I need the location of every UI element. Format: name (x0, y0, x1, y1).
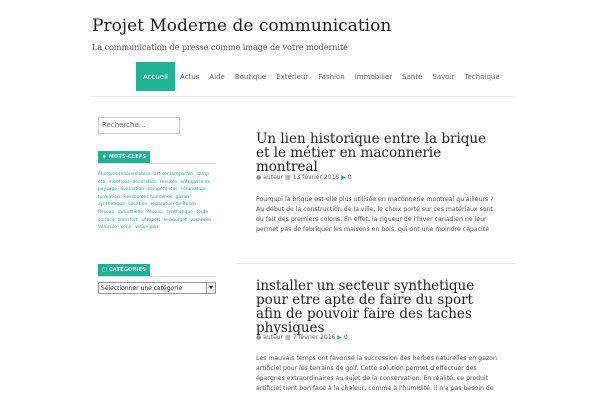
categories-title-label: CATÉGORIES (108, 267, 146, 273)
tag-link[interactable]: compétences (147, 187, 178, 193)
tag-link[interactable]: surface (98, 217, 115, 223)
tag-link[interactable]: le bourget (163, 217, 187, 223)
categories-widget-title (98, 264, 150, 276)
post-meta (256, 174, 352, 181)
post-date[interactable]: 13 février 2016 (292, 174, 340, 181)
tag-link[interactable]: rénovation (181, 187, 206, 193)
post-meta (256, 334, 348, 341)
post-comments[interactable]: 0 (347, 174, 352, 181)
tag-link[interactable]: Réseau (146, 209, 163, 215)
tag-link[interactable]: formation (98, 194, 120, 200)
tags-widget-title (98, 151, 150, 163)
search-input[interactable]: Recherche... (98, 117, 180, 134)
tag-link[interactable]: réparation de Bosch (150, 202, 197, 208)
tag-link[interactable]: industrielle (117, 209, 143, 215)
tag-link[interactable]: aéroport (141, 217, 161, 223)
nav-item-boutique[interactable]: Boutique (234, 72, 267, 81)
site-description: La communication de presse comme image de votre modernité (92, 43, 348, 52)
header-divider (90, 96, 514, 97)
tag-cloud (98, 171, 216, 232)
user-icon: ● (256, 174, 262, 181)
post-date[interactable]: 7 février 2016 (292, 334, 336, 341)
post-title[interactable]: Un lien historique entre la brique et le métier en maconnerie montreal (256, 131, 487, 175)
tag-link[interactable]: Venir (120, 225, 132, 231)
category-select-value: Sélectionner une catégorie (101, 284, 183, 292)
nav-item-immobilier[interactable]: Immobilier (354, 72, 393, 81)
tag-link[interactable]: transfert (118, 217, 138, 223)
tag-link[interactable]: toute (196, 209, 209, 215)
tag-link[interactable]: Location (128, 202, 148, 208)
tag-link[interactable]: vacances (190, 217, 212, 223)
tag-link[interactable]: art contemporain (153, 172, 194, 177)
folder-icon: □ (102, 267, 107, 273)
tag-link[interactable]: ete (98, 179, 106, 185)
tag-link[interactable]: Ressources humaines (123, 194, 173, 200)
tag-link[interactable]: Reseau (98, 209, 115, 215)
nav-item-aide[interactable]: Aide (209, 72, 225, 81)
main-nav (136, 62, 505, 91)
tag-link[interactable]: entreprise de (180, 179, 211, 185)
tag-link[interactable]: camp (196, 172, 209, 177)
tag-link[interactable]: montreal (108, 179, 130, 185)
tag-link[interactable]: synthetique (98, 202, 125, 208)
tag-link[interactable]: meuble (160, 179, 177, 185)
tag-link[interactable]: synthetique (166, 209, 193, 215)
calendar-icon: ▦ (285, 334, 291, 341)
post-excerpt: Pourquoi la brique est-elle plus utilisée en maconnerie montreal qu'ailleurs ? Au début de la construction de la ville, le choix porté sur ces matériaux sont du fait des premiers colons. En effet, la rigueur de l'hiver canadien ne leur permet pas de fabriquer les maisons en bois, qui ont une moindre capacité (256, 196, 494, 233)
comment-icon: ▶ (337, 334, 342, 341)
tag-link[interactable]: paysage (98, 187, 118, 193)
categories-widget-line (98, 276, 216, 277)
user-icon: ● (256, 334, 262, 341)
comment-icon: ▶ (341, 174, 346, 181)
post-title[interactable]: installer un secteur synthetique pour etre apte de faire du sport afin de pouvoir faire des taches physiques (256, 278, 475, 336)
post-excerpt: Les mauvais temps ont favorisé la succession des herbes naturelles en gazon artificiel pour les terrains de golf. Cette solution permet d'effectuer des épargnes extraordinaires au sujet de la conservation. En réalité, ce produit artificiel tient bon face à la chaleur, comme à l'humidité, il n'a pas besoin de (256, 355, 497, 392)
tags-widget-line (98, 163, 216, 164)
tag-link[interactable]: Véhicule (98, 225, 117, 231)
calendar-icon: ▦ (285, 174, 291, 181)
tags-title-label: MOTS-CLEFS (108, 154, 147, 160)
tag-link[interactable]: gazon (175, 194, 190, 200)
tag-link[interactable]: évaluation (120, 187, 145, 193)
nav-item-sante[interactable]: Santé (402, 72, 423, 81)
post-author[interactable]: auteur (263, 174, 284, 181)
nav-item-accueil[interactable]: Accueil (136, 62, 175, 91)
tag-link[interactable]: décoration (132, 179, 157, 185)
tag-icon: ♦ (102, 154, 107, 160)
post-comments[interactable]: 0 (343, 334, 348, 341)
nav-item-exterieur[interactable]: Extérieur (276, 72, 309, 81)
tag-link[interactable]: énergies renouvelables (98, 172, 151, 177)
site-title[interactable]: Projet Moderne de communication (92, 16, 392, 36)
chevron-down-icon[interactable]: ▼ (206, 283, 215, 293)
tag-link[interactable]: vision pilu (135, 225, 159, 231)
post-author[interactable]: auteur (263, 334, 284, 341)
nav-item-technique[interactable]: Technique (464, 72, 500, 81)
nav-item-savoir[interactable]: Savoir (432, 72, 455, 81)
nav-item-fashion[interactable]: Fashion (318, 72, 345, 81)
nav-item-actus[interactable]: Actus (180, 72, 200, 81)
category-select[interactable] (98, 282, 216, 294)
post-divider (236, 263, 516, 264)
